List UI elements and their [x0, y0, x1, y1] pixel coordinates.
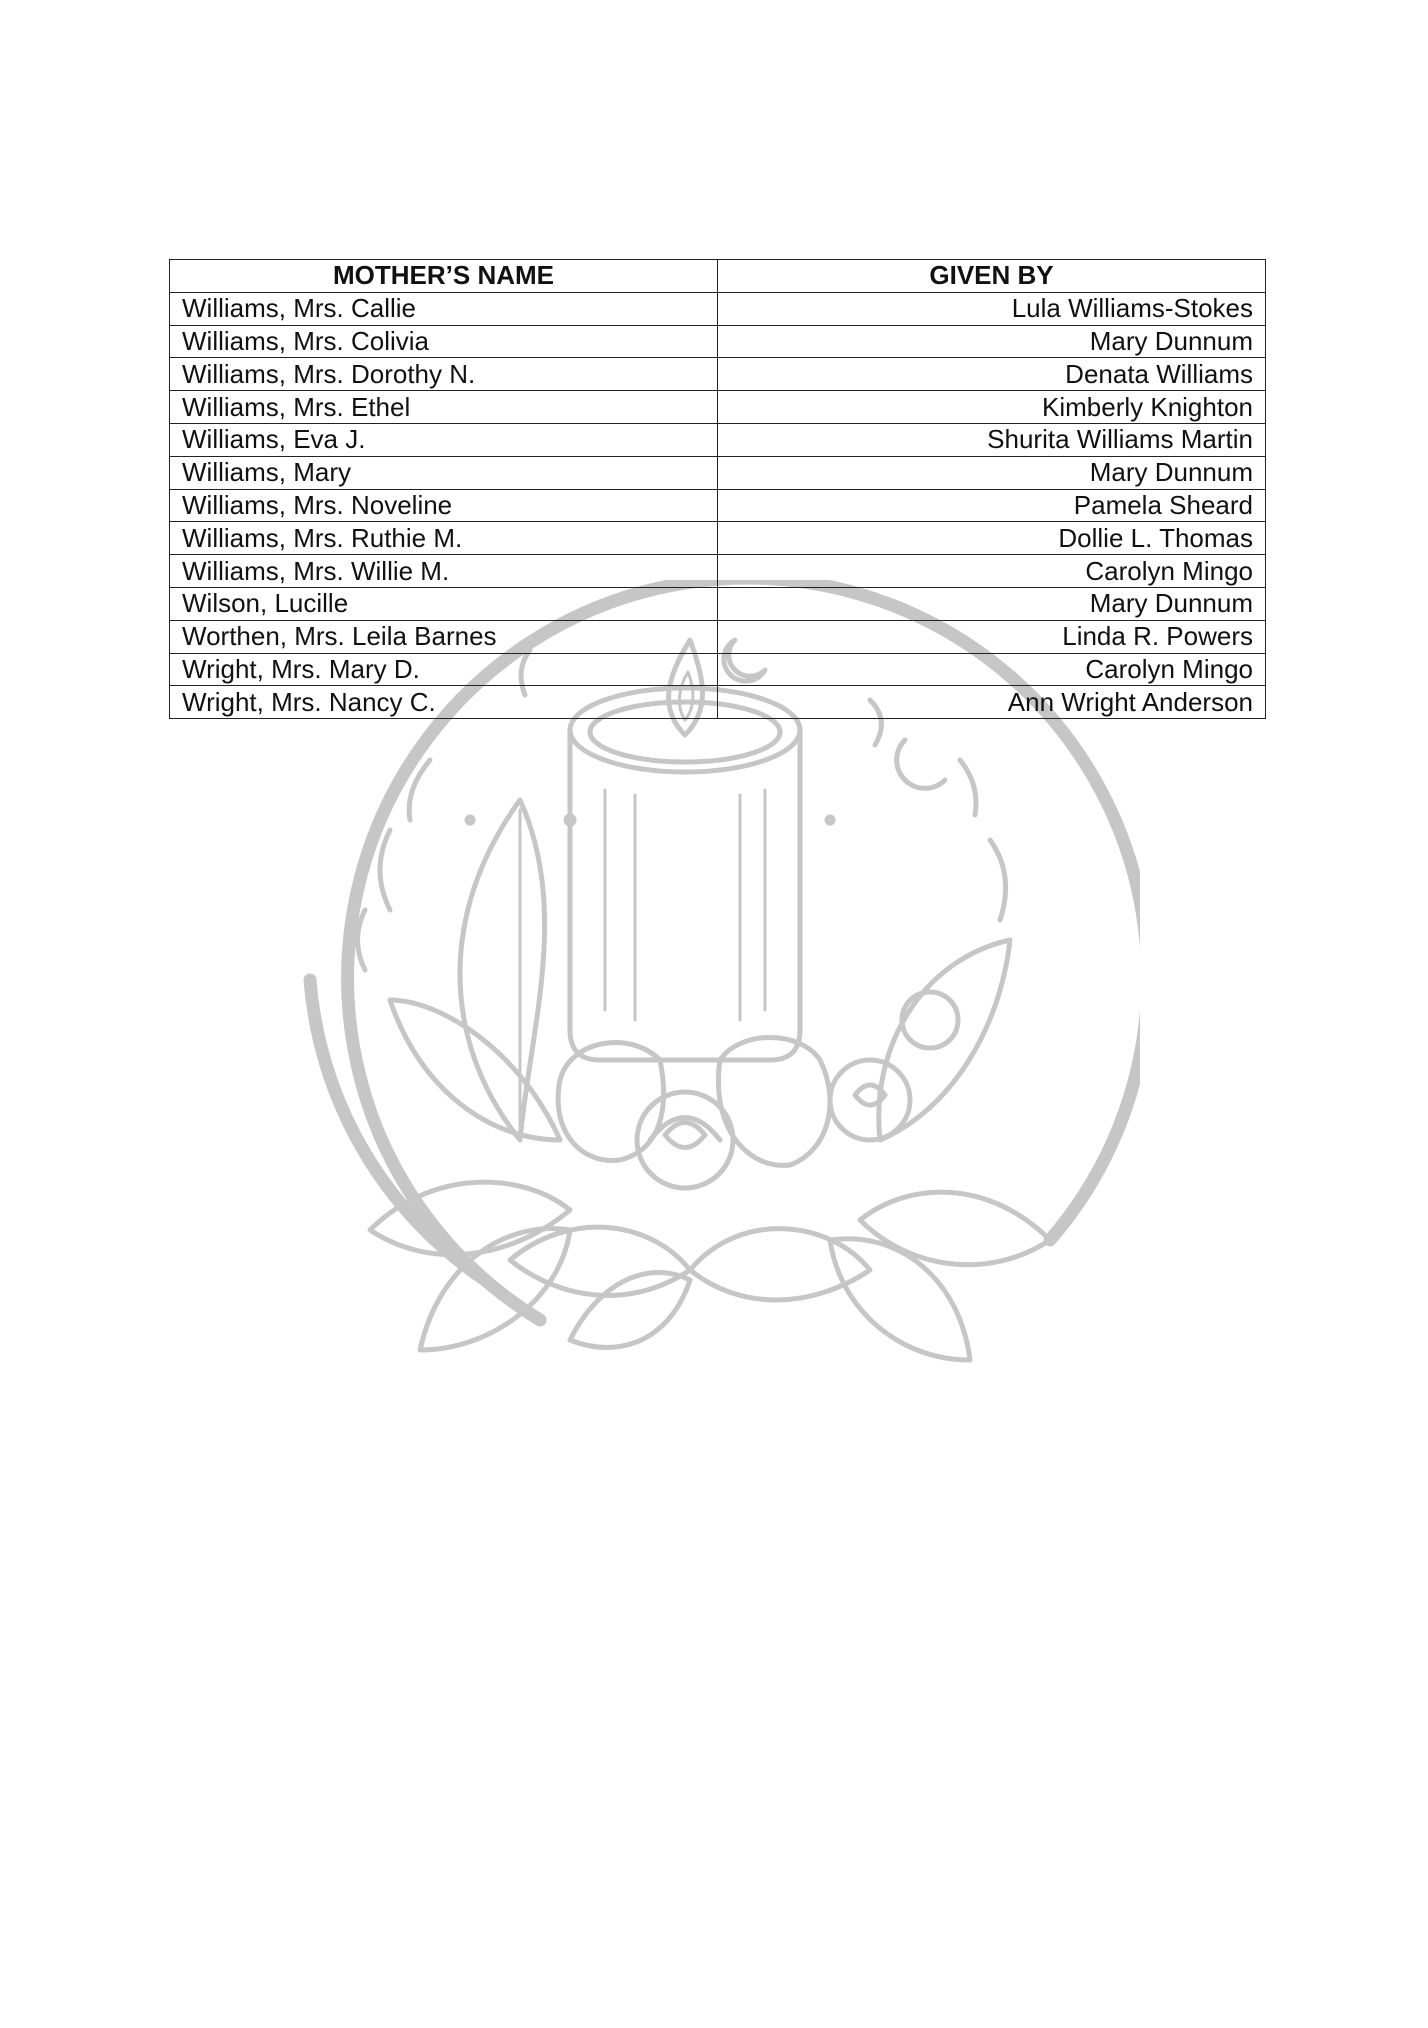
mother-name-cell: Williams, Mrs. Ethel	[170, 391, 718, 424]
given-by-cell: Denata Williams	[718, 358, 1266, 391]
table-row	[170, 325, 1266, 358]
mother-name-cell: Williams, Eva J.	[170, 423, 718, 456]
given-by-cell: Lula Williams-Stokes	[718, 292, 1266, 325]
table-row	[170, 653, 1266, 686]
given-by-cell: Kimberly Knighton	[718, 391, 1266, 424]
mother-name-cell: Wright, Mrs. Mary D.	[170, 653, 718, 686]
table-row	[170, 489, 1266, 522]
table-row	[170, 391, 1266, 424]
mother-name-cell: Williams, Mrs. Dorothy N.	[170, 358, 718, 391]
mother-name-cell: Williams, Mrs. Ruthie M.	[170, 522, 718, 555]
table-row	[170, 686, 1266, 719]
mother-name-cell: Williams, Mrs. Willie M.	[170, 555, 718, 588]
given-by-cell: Shurita Williams Martin	[718, 423, 1266, 456]
column-header-mothers-name: MOTHER’S NAME	[170, 260, 718, 293]
given-by-cell: Carolyn Mingo	[718, 555, 1266, 588]
mother-name-cell: Williams, Mary	[170, 456, 718, 489]
given-by-cell: Linda R. Powers	[718, 620, 1266, 653]
candle-with-roses-icon	[270, 580, 1140, 1520]
given-by-cell: Ann Wright Anderson	[718, 686, 1266, 719]
memorial-table	[169, 259, 1266, 719]
mother-name-cell: Williams, Mrs. Callie	[170, 292, 718, 325]
given-by-cell: Mary Dunnum	[718, 325, 1266, 358]
table-row	[170, 423, 1266, 456]
given-by-cell: Mary Dunnum	[718, 587, 1266, 620]
table-row	[170, 456, 1266, 489]
given-by-cell: Dollie L. Thomas	[718, 522, 1266, 555]
column-header-given-by: GIVEN BY	[718, 260, 1266, 293]
given-by-cell: Pamela Sheard	[718, 489, 1266, 522]
table-row	[170, 522, 1266, 555]
table-header-row	[170, 260, 1266, 293]
table-row	[170, 587, 1266, 620]
mother-name-cell: Wilson, Lucille	[170, 587, 718, 620]
mother-name-cell: Worthen, Mrs. Leila Barnes	[170, 620, 718, 653]
given-by-cell: Mary Dunnum	[718, 456, 1266, 489]
table-row	[170, 620, 1266, 653]
table-row	[170, 292, 1266, 325]
table-row	[170, 358, 1266, 391]
table-row	[170, 555, 1266, 588]
given-by-cell: Carolyn Mingo	[718, 653, 1266, 686]
mother-name-cell: Williams, Mrs. Colivia	[170, 325, 718, 358]
mother-name-cell: Williams, Mrs. Noveline	[170, 489, 718, 522]
mother-name-cell: Wright, Mrs. Nancy C.	[170, 686, 718, 719]
